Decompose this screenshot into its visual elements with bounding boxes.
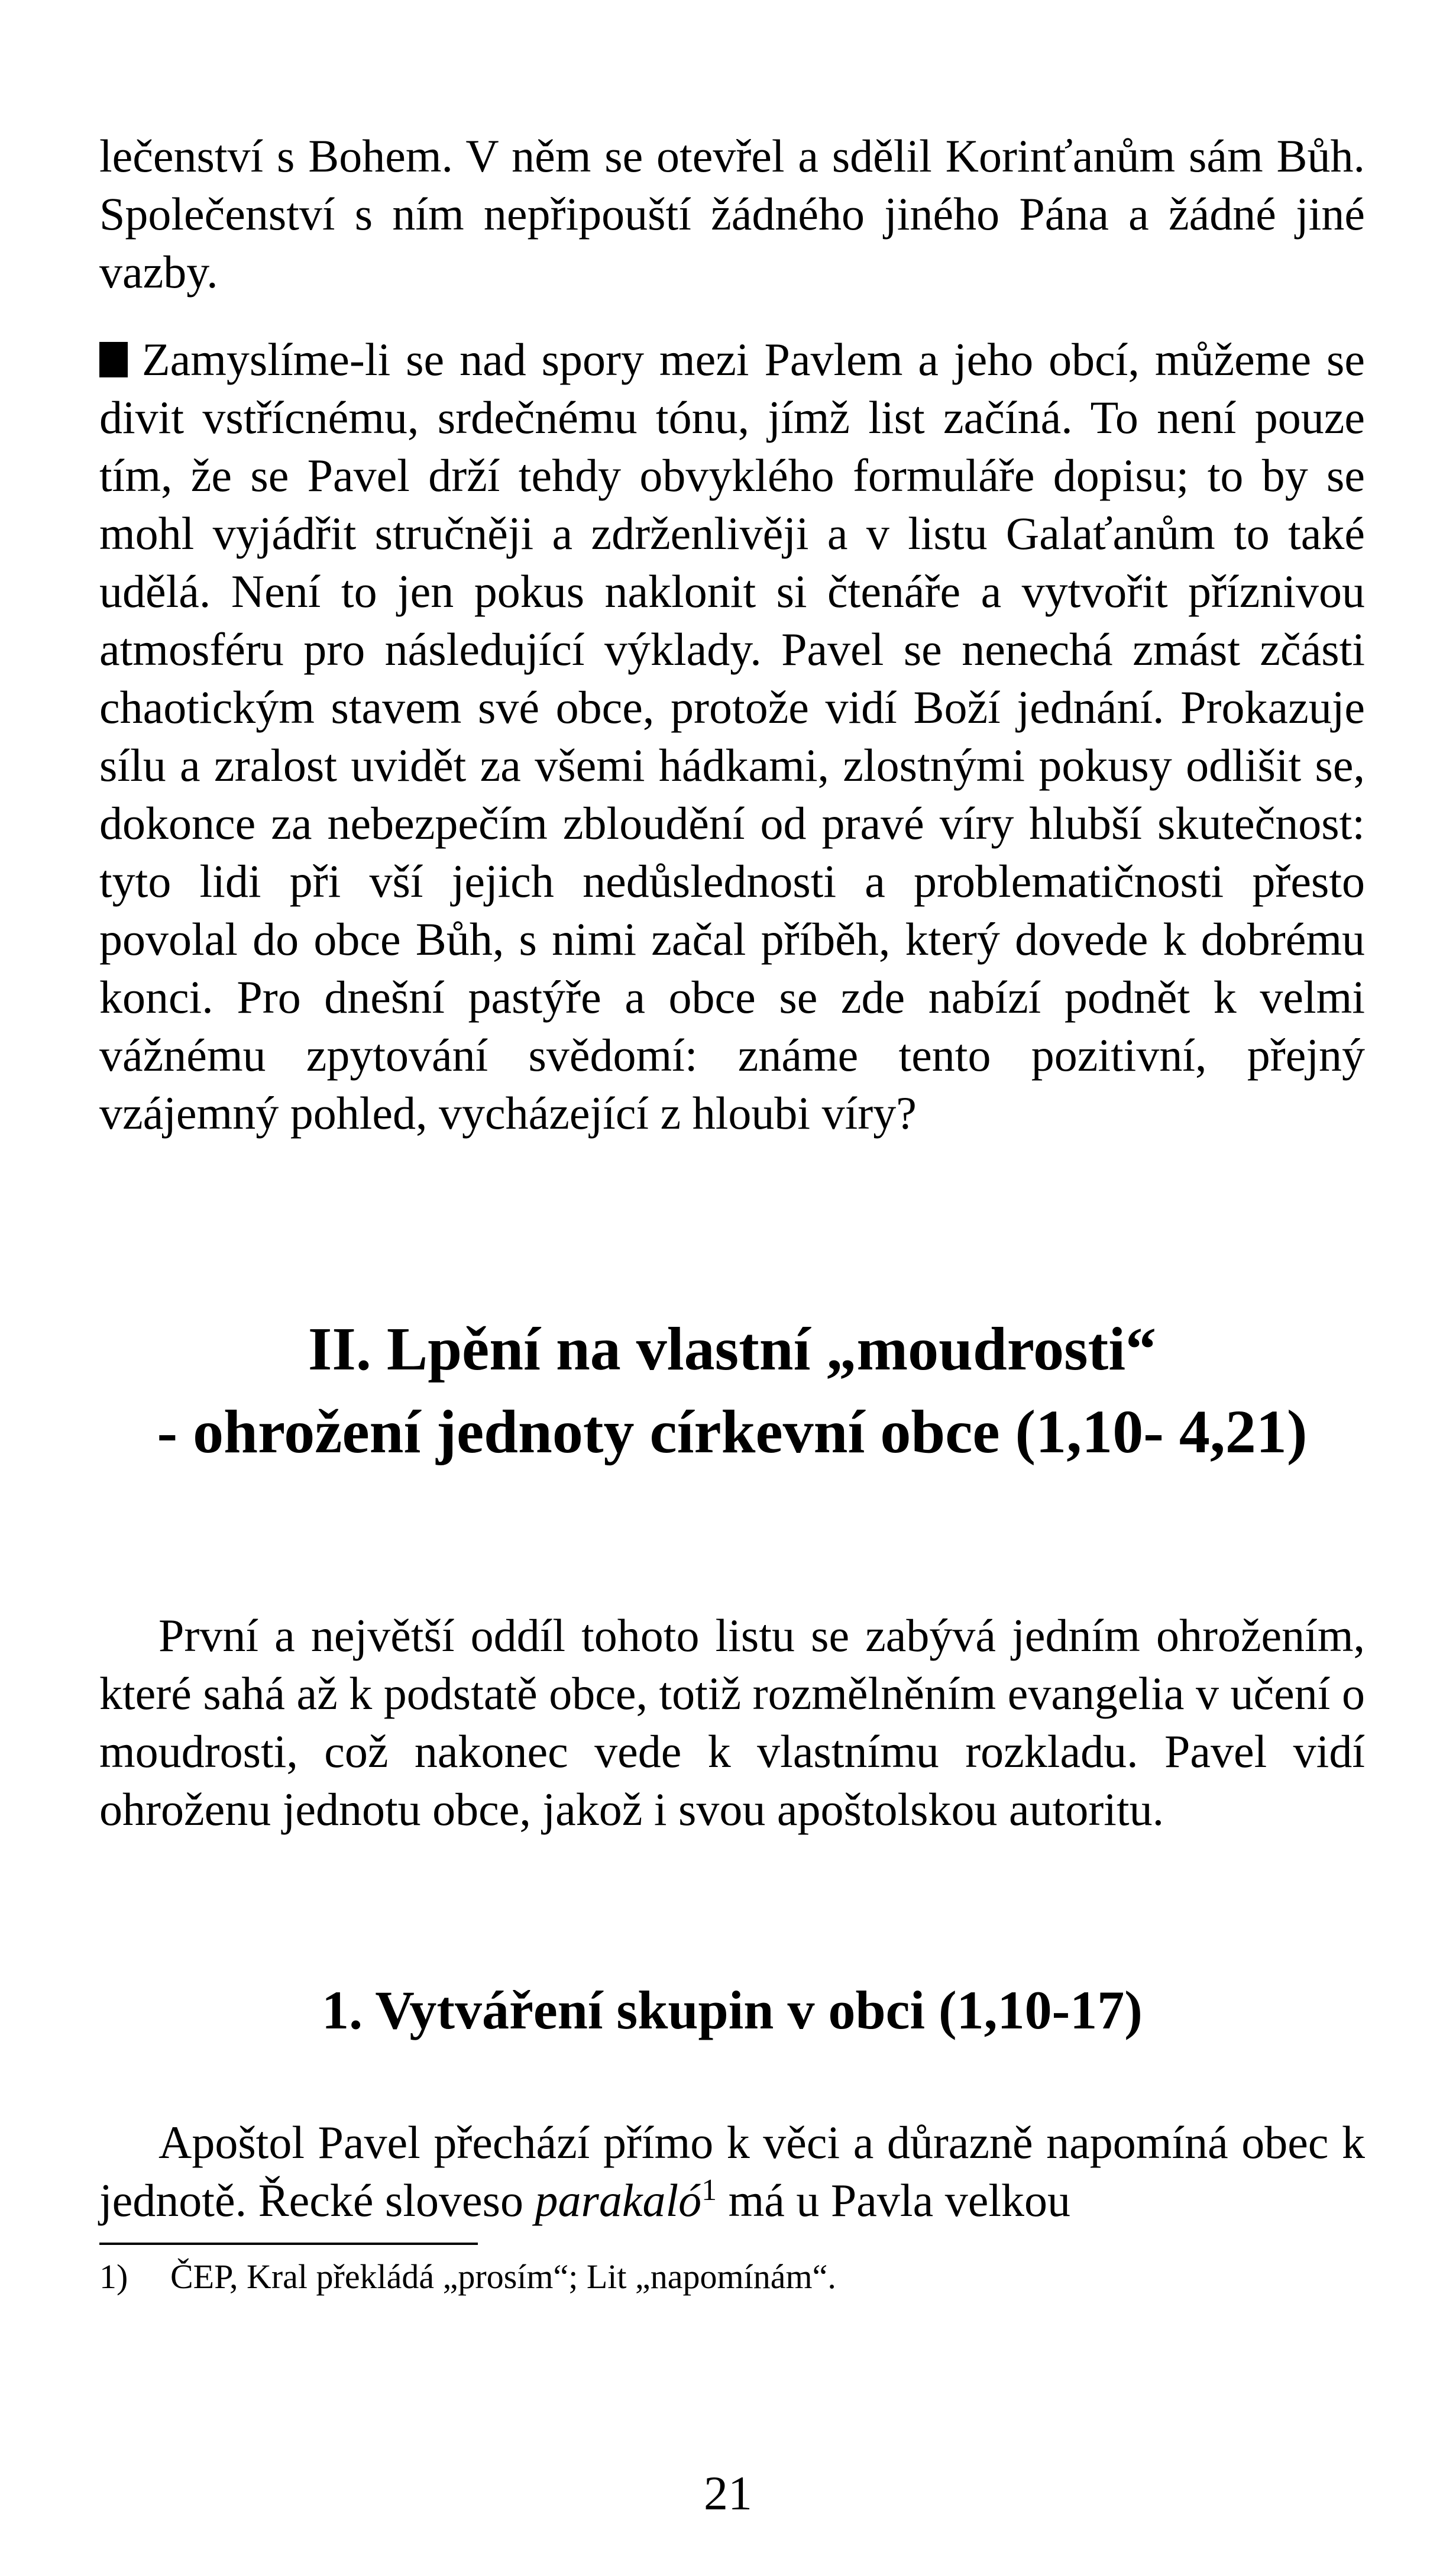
footnote	[99, 2256, 1365, 2298]
footnote-divider	[99, 2243, 478, 2245]
section-heading-line-2: - ohrožení jednoty církevní obce (1,10- 4,21)	[157, 1398, 1308, 1466]
page-number: 21	[704, 2466, 752, 2520]
paragraph-marker-square	[99, 342, 128, 377]
section-intro: První a největší oddíl tohoto listu se zabývá jedním ohrožením, které sahá až k podstatě obce, totiž rozmělněním evangelia v učení o moudrosti, což nakonec vede k vlastnímu rozkladu. Pavel vidí ohroženu jednotu obce, jakož i svou apoštolskou autoritu.	[99, 1610, 1365, 1835]
paragraph-continued: lečenství s Bohem. V něm se otevřel a sdělil Korinťanům sám Bůh. Společenství s ním nepřipouští žádného jiného Pána a žádné jiné vazby.	[99, 130, 1365, 298]
page-body	[99, 127, 1365, 2298]
footnote-number: 1)	[99, 2257, 128, 2296]
footnote-reference: 1	[701, 2173, 717, 2207]
section-heading-line-1: II. Lpění na vlastní „moudrosti“	[308, 1315, 1157, 1383]
subsection-text-end: má u Pavla velkou	[717, 2175, 1070, 2226]
greek-term: parakaló	[535, 2175, 702, 2226]
subsection-heading: 1. Vytváření skupin v obci (1,10-17)	[322, 1980, 1143, 2040]
subsection-text	[99, 2114, 1365, 2230]
paragraph-reflection	[99, 331, 1365, 1142]
paragraph-reflection-text: Zamyslíme-li se nad spory mezi Pavlem a jeho obcí, můžeme se divit vstřícnému, srdečnému tónu, jímž list začíná. To není pouze tím, že se Pavel drží tehdy obvyklého formuláře dopisu; to by se mohl vyjádřit stručněji a zdrženlivěji a v listu Galaťanům to také udělá. Není to jen pokus naklonit si čtenáře a vytvořit příznivou atmosféru pro následující výklady. Pavel se nenechá zmást zčásti chaotickým stavem své obce, protože vidí Boží jednání. Prokazuje sílu a zralost uvidět za všemi hádkami, zlostnými pokusy odlišit se, dokonce za nebezpečím zbloudění od pravé víry hlubší skutečnost: tyto lidi při vší jejich nedůslednosti a problematičnosti přesto povolal do obce Bůh, s nimi začal příběh, který dovede k dobrému konci. Pro dnešní pastýře a obce se zde nabízí podnět k velmi vážnému zpytování svědomí: známe tento pozitivní, přejný vzájemný pohled, vycházející z hloubi víry?	[99, 334, 1365, 1139]
subsection-text-start: Apoštol Pavel přechází přímo k věci a důrazně napomíná obec k jednotě. Řecké sloveso	[99, 2117, 1365, 2226]
section-heading	[99, 1308, 1365, 1474]
footnote-text: ČEP, Kral překládá „prosím“; Lit „napomínám“.	[170, 2257, 836, 2296]
